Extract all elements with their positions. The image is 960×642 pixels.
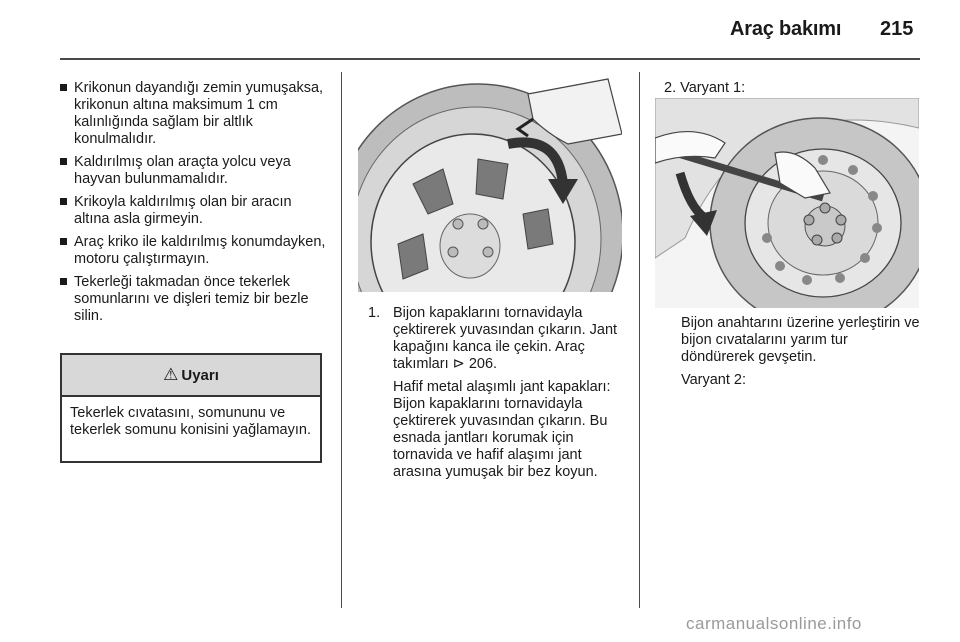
wheel-wrench-illustration	[655, 98, 919, 308]
column-divider-right	[639, 72, 640, 608]
wheel-cover-figure	[358, 74, 622, 292]
step-1	[368, 305, 630, 481]
left-column	[60, 80, 326, 331]
middle-column	[368, 305, 630, 487]
warning-triangle-icon: ⚠	[163, 365, 179, 384]
bullet-item: Araç kriko ile kaldırılmış konumdayken, motoru çalıştırmayın.	[60, 234, 326, 268]
step-number: 1.	[368, 305, 381, 321]
bullet-square-icon	[60, 278, 67, 285]
header-rule	[60, 58, 920, 60]
step-number: 2.	[664, 80, 677, 96]
bullet-square-icon	[60, 198, 67, 205]
bullet-item: Tekerleği takmadan önce tekerlek somunlarını ve dişleri temiz bir bezle silin.	[60, 274, 326, 325]
bullet-list	[60, 80, 326, 325]
section-title: Araç bakımı	[730, 18, 842, 40]
warning-header	[62, 355, 320, 397]
warning-title: Uyarı	[181, 366, 219, 384]
step-2-heading	[664, 80, 924, 97]
page-reference[interactable]: 206.	[468, 356, 498, 372]
bullet-item: Kaldırılmış olan araçta yolcu veya hayvan bulunmamalıdır.	[60, 154, 326, 188]
right-column	[664, 80, 924, 97]
wheel-cover-illustration	[358, 74, 622, 292]
bullet-item: Krikoyla kaldırılmış olan bir aracın altına asla girmeyin.	[60, 194, 326, 228]
bullet-square-icon	[60, 158, 67, 165]
watermark: carmanualsonline.info	[686, 614, 862, 633]
bullet-square-icon	[60, 84, 67, 91]
variant-1-block	[681, 315, 921, 389]
variant-1-text: Bijon anahtarını üzerine yerleştirin ve bijon cıvatalarını yarım tur döndürerek gevşetin.	[681, 315, 920, 365]
warning-box	[60, 353, 322, 463]
variant-1-label: Varyant 1:	[680, 80, 746, 96]
page-reference-icon: ⊳	[452, 356, 465, 372]
column-divider-left	[341, 72, 342, 608]
step-1-note: Hafif metal alaşımlı jant kapakları: Bijon kapaklarını tornavidayla çektirerek yuvasından çıkarın. Bu esnada jantları korumak için tornavida ve hafif alaşımı jant arasına yumuşak bir bez koyun.	[393, 379, 611, 480]
warning-body: Tekerlek cıvatasını, somununu ve tekerlek somunu konisini yağlamayın.	[70, 405, 311, 438]
bullet-item: Krikonun dayandığı zemin yumuşaksa, krikonun altına maksimum 1 cm kalınlığında sağlam bir altlık konulmalıdır.	[60, 80, 326, 148]
wheel-wrench-figure	[655, 98, 919, 308]
page-header	[0, 0, 960, 62]
bullet-square-icon	[60, 238, 67, 245]
page-number: 215	[880, 18, 914, 40]
step-1-text: Bijon kapaklarını tornavidayla çektirerek yuvasından çıkarın. Jant kapağını kanca ile çekin. Araç takımları ⊳ 206.	[393, 305, 618, 372]
variant-2-label: Varyant 2:	[681, 372, 747, 388]
